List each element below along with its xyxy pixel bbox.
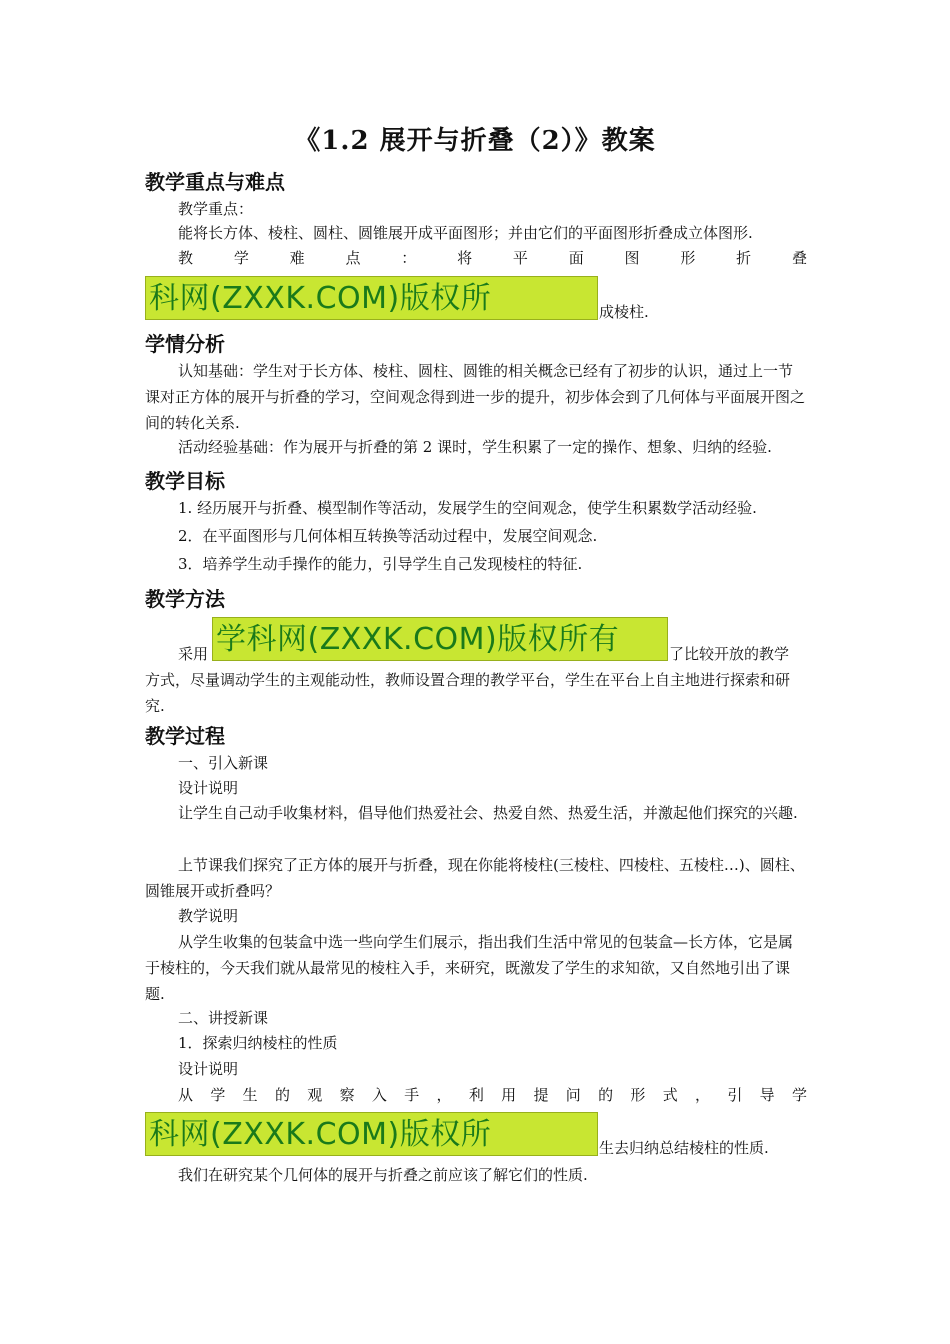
process-subsection-1: 1．探索归纳棱柱的性质	[178, 1034, 338, 1052]
process-teaching-note: 教学说明	[178, 907, 239, 925]
text-char: 手	[404, 1086, 420, 1104]
method-lead: 采用	[178, 645, 209, 663]
process-text-2: 上节课我们探究了正方体的展开与折叠，现在你能将棱柱(三棱柱、四棱柱、五棱柱…)、圆柱、圆锥展开或折叠吗？	[145, 856, 805, 900]
heading-focus: 教学重点与难点	[145, 170, 285, 194]
heading-process: 教学过程	[145, 724, 225, 748]
text-char: 学	[210, 1086, 226, 1104]
page-title: 《1.2 展开与折叠（2）》教案	[294, 126, 656, 156]
text-char: 用	[501, 1086, 517, 1104]
text-char: 平	[512, 249, 528, 267]
text-char: 学	[233, 249, 249, 267]
text-char: 生	[242, 1086, 258, 1104]
text-char: 将	[457, 249, 473, 267]
text-char: 形	[680, 249, 696, 267]
text-char: 入	[371, 1086, 387, 1104]
process-text-3: 从学生收集的包装盒中选一些向学生们展示，指出我们生活中常见的包装盒—长方体，它是属于棱柱的，今天我们就从最常见的棱柱入手，来研究，既激发了学生的求知欲，又自然地引出了课题.	[145, 933, 794, 1003]
text-char: 式	[662, 1086, 678, 1104]
text-char: 利	[468, 1086, 484, 1104]
difficulty-tail: 成棱柱.	[599, 303, 649, 321]
difficulty-line	[145, 245, 807, 271]
text-char: 叠	[791, 249, 807, 267]
goal-item-3: 3．培养学生动手操作的能力，引导学生自己发现棱柱的特征.	[178, 555, 583, 573]
text-char: ，	[695, 1086, 711, 1104]
text-char: ，	[436, 1086, 452, 1104]
process-part-2: 二、讲授新课	[178, 1009, 269, 1027]
heading-goals: 教学目标	[145, 469, 225, 493]
process-part-1: 一、引入新课	[178, 754, 269, 772]
focus-text: 能将长方体、棱柱、圆柱、圆锥展开成平面图形；并由它们的平面图形折叠成立体图形.	[178, 224, 753, 242]
text-char: 面	[568, 249, 584, 267]
text-char: 难	[289, 249, 305, 267]
method-text: 方式，尽量调动学生的主观能动性，教师设置合理的教学平台，学生在平台上自主地进行探索和研究.	[145, 671, 791, 715]
text-char: 点	[345, 249, 361, 267]
text-char: 导	[759, 1086, 775, 1104]
process-text-1: 让学生自己动手收集材料，倡导他们热爱社会、热爱自然、热爱生活，并激起他们探究的兴趣.	[178, 804, 798, 822]
watermark-banner: 学科网(ZXXK.COM)版权所有	[212, 617, 668, 661]
goal-item-1: 1. 经历展开与折叠、模型制作等活动，发展学生的空间观念，使学生积累数学活动经验.	[178, 499, 757, 517]
text-char: 察	[339, 1086, 355, 1104]
process-design-note-2: 设计说明	[178, 1060, 239, 1078]
text-char: ：	[401, 249, 417, 267]
text-char: 的	[274, 1086, 290, 1104]
text-char: 形	[630, 1086, 646, 1104]
text-char: 引	[727, 1086, 743, 1104]
goal-item-2: 2．在平面图形与几何体相互转换等活动过程中，发展空间观念.	[178, 527, 598, 545]
process-text-4-line	[145, 1082, 807, 1108]
text-char: 折	[736, 249, 752, 267]
text-char: 教	[178, 249, 194, 267]
process-design-note: 设计说明	[178, 779, 239, 797]
focus-label: 教学重点：	[178, 200, 254, 218]
text-char: 的	[598, 1086, 614, 1104]
process-text-5: 我们在研究某个几何体的展开与折叠之前应该了解它们的性质.	[178, 1166, 588, 1184]
text-char: 学	[791, 1086, 807, 1104]
text-char: 从	[178, 1086, 194, 1104]
text-char: 图	[624, 249, 640, 267]
method-tail: 了比较开放的教学	[669, 645, 790, 663]
text-char: 观	[307, 1086, 323, 1104]
watermark-banner: 科网(ZXXK.COM)版权所	[145, 1112, 598, 1156]
heading-method: 教学方法	[145, 587, 225, 611]
process-text-4-tail: 生去归纳总结棱柱的性质.	[599, 1139, 769, 1157]
heading-analysis: 学情分析	[145, 332, 225, 356]
text-char: 提	[533, 1086, 549, 1104]
analysis-cognitive: 认知基础：学生对于长方体、棱柱、圆柱、圆锥的相关概念已经有了初步的认识，通过上一节课对正方体的展开与折叠的学习，空间观念得到进一步的提升，初步体会到了几何体与平面展开图之间的转化关系.	[145, 362, 806, 432]
watermark-banner: 科网(ZXXK.COM)版权所	[145, 276, 598, 320]
analysis-experience: 活动经验基础：作为展开与折叠的第 2 课时，学生积累了一定的操作、想象、归纳的经验.	[178, 438, 772, 456]
text-char: 问	[565, 1086, 581, 1104]
